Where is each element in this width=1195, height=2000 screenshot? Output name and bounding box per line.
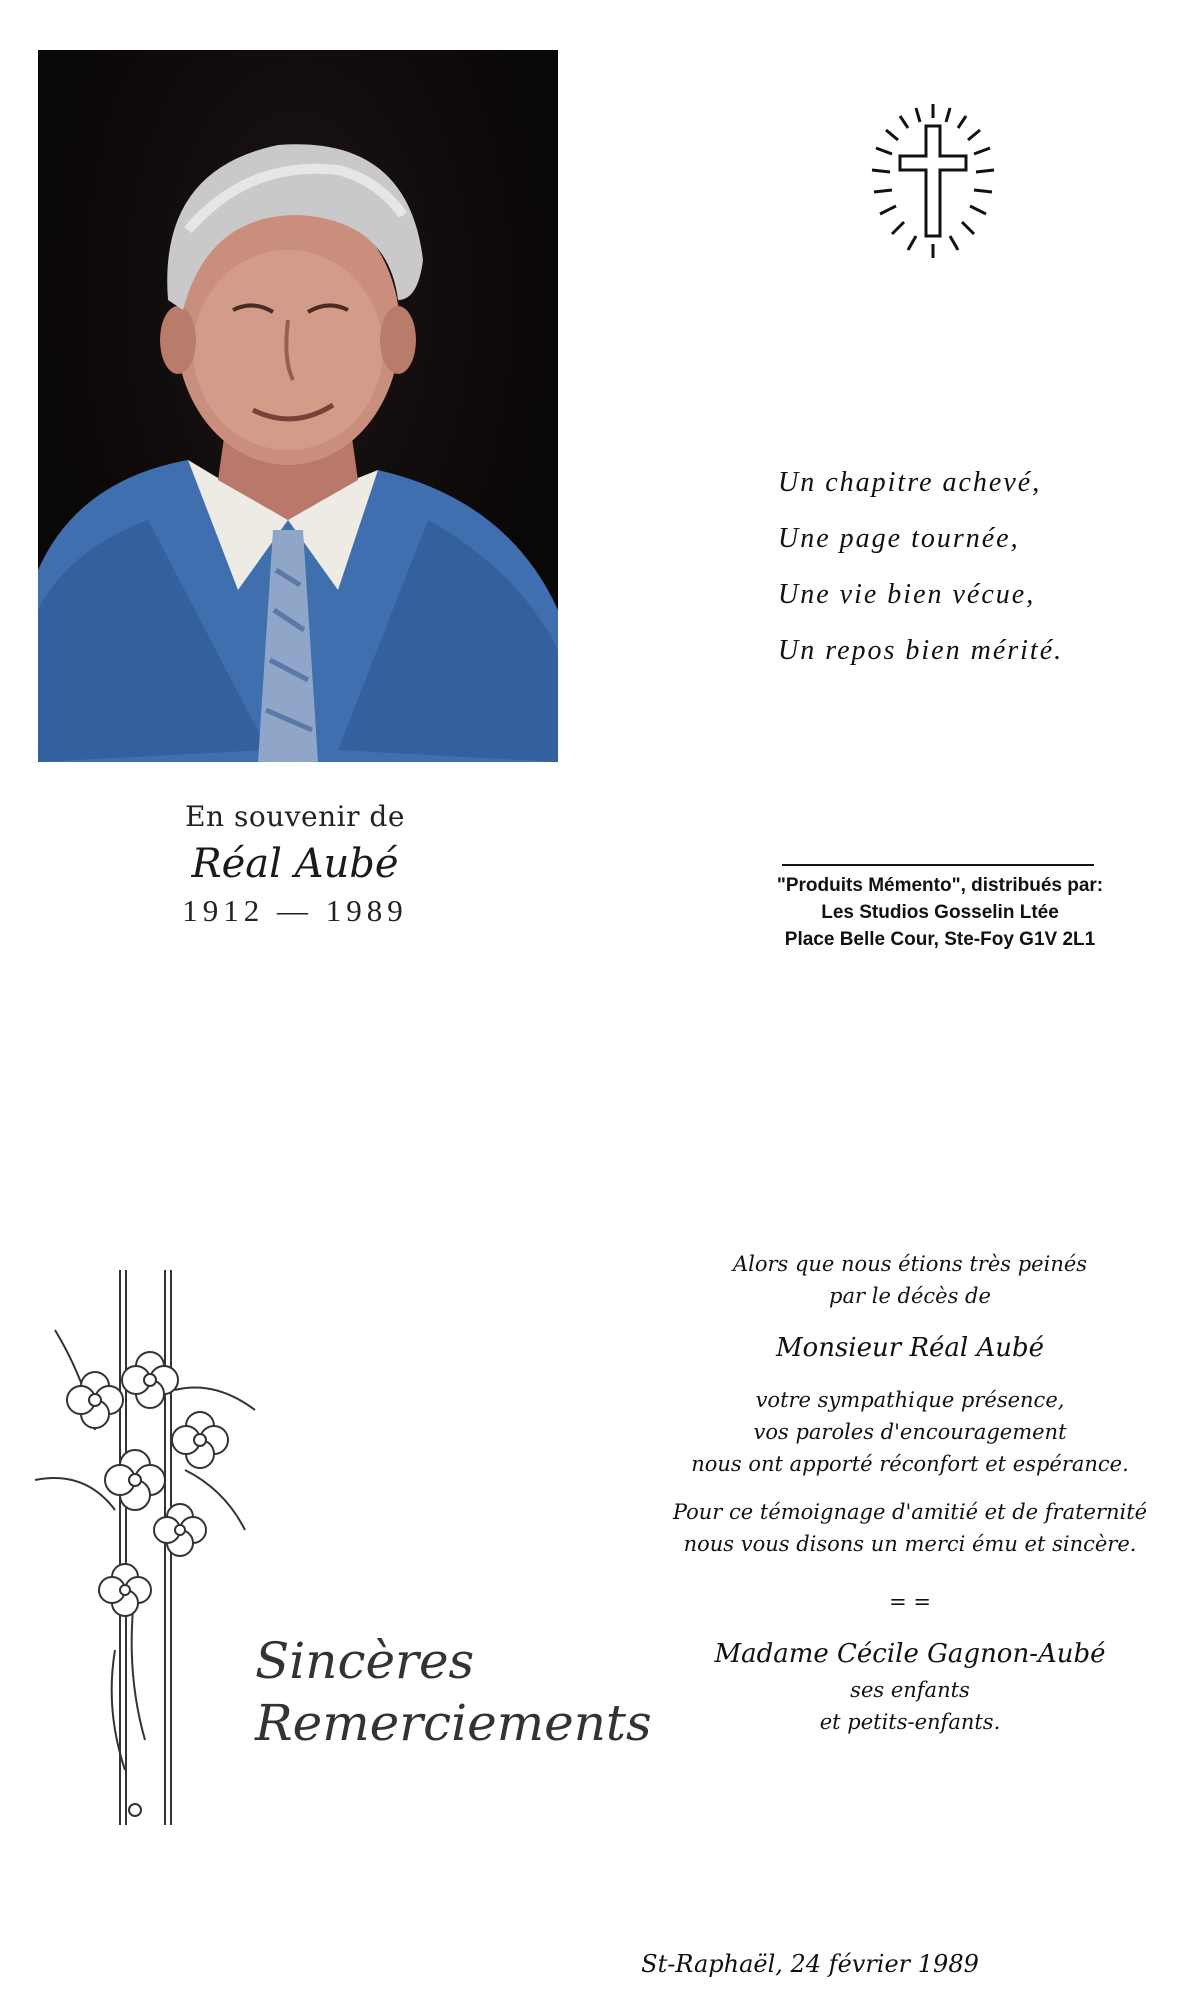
life-years: 1912 — 1989	[182, 893, 408, 928]
caption-intro: En souvenir de	[185, 800, 405, 833]
publisher-line: "Produits Mémento", distribués par:	[776, 875, 1104, 896]
memorial-photo-card	[0, 0, 612, 1040]
divider	[782, 864, 1094, 866]
message-line: par le décès de	[829, 1284, 991, 1308]
thanks-title	[255, 1630, 652, 1754]
poem-line: Un repos bien mérité.	[778, 635, 1064, 666]
portrait-illustration	[38, 50, 558, 762]
message-line: Alors que nous étions très peinés	[732, 1252, 1088, 1276]
message-line: vos paroles d'encouragement	[753, 1420, 1067, 1444]
message-line: nous vous disons un merci ému et sincère.	[683, 1532, 1137, 1556]
family-line: et petits-enfants.	[819, 1710, 1001, 1734]
poem-line: Une page tournée,	[778, 523, 1020, 554]
signature: Madame Cécile Gagnon-Aubé	[714, 1639, 1106, 1669]
publisher-line: Place Belle Cour, Ste-Foy G1V 2L1	[784, 929, 1096, 950]
cross-icon	[868, 96, 998, 271]
poem-line: Un chapitre achevé,	[778, 467, 1042, 498]
family-line: ses enfants	[850, 1678, 970, 1702]
publisher-line: Les Studios Gosselin Ltée	[821, 902, 1059, 923]
portrait-photo	[38, 50, 558, 762]
thank-you-message	[640, 1248, 1180, 1738]
flower-bouquet-icon	[25, 1270, 265, 1830]
title-line: Sincères	[255, 1632, 475, 1690]
poem	[778, 455, 1138, 679]
separator: = =	[889, 1590, 931, 1614]
deceased-title-name: Monsieur Réal Aubé	[775, 1333, 1045, 1363]
deceased-name: Réal Aubé	[191, 841, 399, 887]
publisher-info	[700, 872, 1180, 953]
title-line: Remerciements	[255, 1694, 652, 1752]
message-line: Pour ce témoignage d'amitié et de fraternité	[672, 1500, 1148, 1524]
message-line: votre sympathique présence,	[755, 1388, 1065, 1412]
poem-line: Une vie bien vécue,	[778, 579, 1036, 610]
message-line: nous ont apporté réconfort et espérance.	[691, 1452, 1129, 1476]
memorial-caption	[0, 800, 590, 929]
place-date-text: St-Raphaël, 24 février 1989	[641, 1950, 979, 1978]
place-and-date	[600, 1950, 1020, 1978]
